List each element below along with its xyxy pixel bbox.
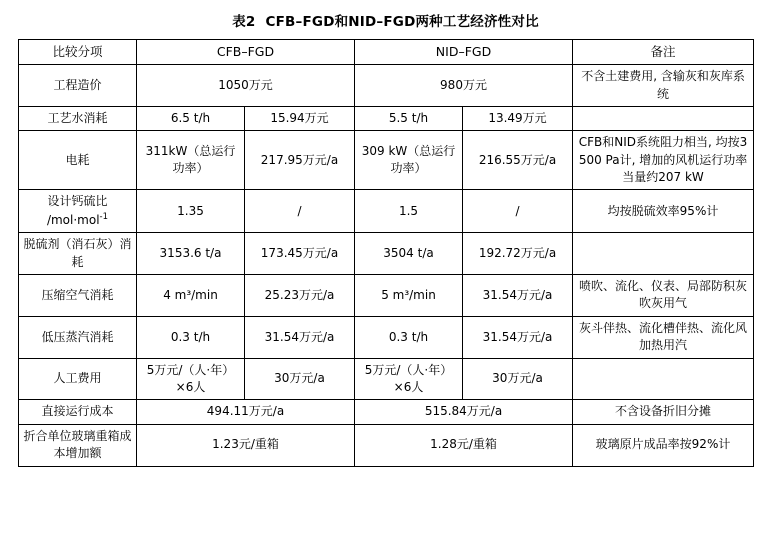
row-nid-cost: /	[463, 190, 573, 233]
row-cfb-cost: 15.94万元	[245, 106, 355, 130]
row-nid-quantity: 5万元/（人·年）×6人	[355, 358, 463, 400]
row-note: 灰斗伴热、流化槽伴热、流化风加热用汽	[573, 316, 754, 358]
row-item: 直接运行成本	[19, 400, 137, 424]
row-cfb-value: 1.23元/重箱	[137, 424, 355, 466]
header-nid: NID–FGD	[355, 40, 573, 65]
table-row	[19, 400, 754, 424]
row-item: 工程造价	[19, 65, 137, 107]
row-nid-quantity: 309 kW（总运行功率）	[355, 131, 463, 190]
row-item: 脱硫剂（消石灰）消耗	[19, 233, 137, 275]
table-caption-number: 表2	[232, 14, 256, 30]
row-item: 工艺水消耗	[19, 106, 137, 130]
table-row	[19, 131, 754, 190]
row-note	[573, 106, 754, 130]
table-caption-title: CFB–FGD和NID–FGD两种工艺经济性对比	[265, 14, 539, 30]
row-nid-cost: 192.72万元/a	[463, 233, 573, 275]
row-nid-value: 515.84万元/a	[355, 400, 573, 424]
row-item-line1: 设计钙硫比	[47, 194, 108, 209]
row-nid-cost: 13.49万元	[463, 106, 573, 130]
row-item: 低压蒸汽消耗	[19, 316, 137, 358]
table-row	[19, 275, 754, 317]
row-cfb-value: 1050万元	[137, 65, 355, 107]
row-item: 人工费用	[19, 358, 137, 400]
table-row	[19, 65, 754, 107]
economic-comparison-table	[18, 39, 754, 467]
table-caption	[18, 10, 753, 30]
row-note: 不含土建费用, 含输灰和灰库系统	[573, 65, 754, 107]
row-nid-value: 980万元	[355, 65, 573, 107]
header-cfb: CFB–FGD	[137, 40, 355, 65]
row-item: 压缩空气消耗	[19, 275, 137, 317]
row-nid-quantity: 5.5 t/h	[355, 106, 463, 130]
row-nid-value: 1.28元/重箱	[355, 424, 573, 466]
row-cfb-quantity: 6.5 t/h	[137, 106, 245, 130]
row-cfb-quantity: 311kW（总运行功率）	[137, 131, 245, 190]
row-note: 不含设备折旧分摊	[573, 400, 754, 424]
row-cfb-quantity: 3153.6 t/a	[137, 233, 245, 275]
row-nid-quantity: 3504 t/a	[355, 233, 463, 275]
row-cfb-cost: /	[245, 190, 355, 233]
row-nid-cost: 31.54万元/a	[463, 275, 573, 317]
table-row	[19, 233, 754, 275]
row-note: 喷吹、流化、仪表、局部防积灰吹灰用气	[573, 275, 754, 317]
row-cfb-quantity: 0.3 t/h	[137, 316, 245, 358]
row-cfb-quantity: 5万元/（人·年）×6人	[137, 358, 245, 400]
row-note: CFB和NID系统阻力相当, 均按3 500 Pa计, 增加的风机运行功率当量约207 kW	[573, 131, 754, 190]
row-cfb-quantity: 4 m³/min	[137, 275, 245, 317]
table-header-row	[19, 40, 754, 65]
row-item: 折合单位玻璃重箱成本增加额	[19, 424, 137, 466]
row-cfb-cost: 30万元/a	[245, 358, 355, 400]
row-cfb-value: 494.11万元/a	[137, 400, 355, 424]
header-note: 备注	[573, 40, 754, 65]
row-item-exponent: -1	[99, 211, 109, 222]
row-item-line2: /mol·mol	[46, 212, 100, 227]
row-cfb-cost: 173.45万元/a	[245, 233, 355, 275]
row-nid-cost: 30万元/a	[463, 358, 573, 400]
table-row	[19, 190, 754, 233]
row-note: 玻璃原片成品率按92%计	[573, 424, 754, 466]
row-nid-cost: 216.55万元/a	[463, 131, 573, 190]
row-nid-quantity: 5 m³/min	[355, 275, 463, 317]
row-cfb-cost: 217.95万元/a	[245, 131, 355, 190]
row-cfb-quantity: 1.35	[137, 190, 245, 233]
row-item	[19, 190, 137, 233]
row-cfb-cost: 31.54万元/a	[245, 316, 355, 358]
table-row	[19, 424, 754, 466]
row-cfb-cost: 25.23万元/a	[245, 275, 355, 317]
row-item: 电耗	[19, 131, 137, 190]
header-item: 比较分项	[19, 40, 137, 65]
table-row	[19, 358, 754, 400]
table-row	[19, 316, 754, 358]
row-note	[573, 358, 754, 400]
row-note	[573, 233, 754, 275]
row-note: 均按脱硫效率95%计	[573, 190, 754, 233]
table-row	[19, 106, 754, 130]
row-nid-cost: 31.54万元/a	[463, 316, 573, 358]
row-nid-quantity: 1.5	[355, 190, 463, 233]
row-nid-quantity: 0.3 t/h	[355, 316, 463, 358]
